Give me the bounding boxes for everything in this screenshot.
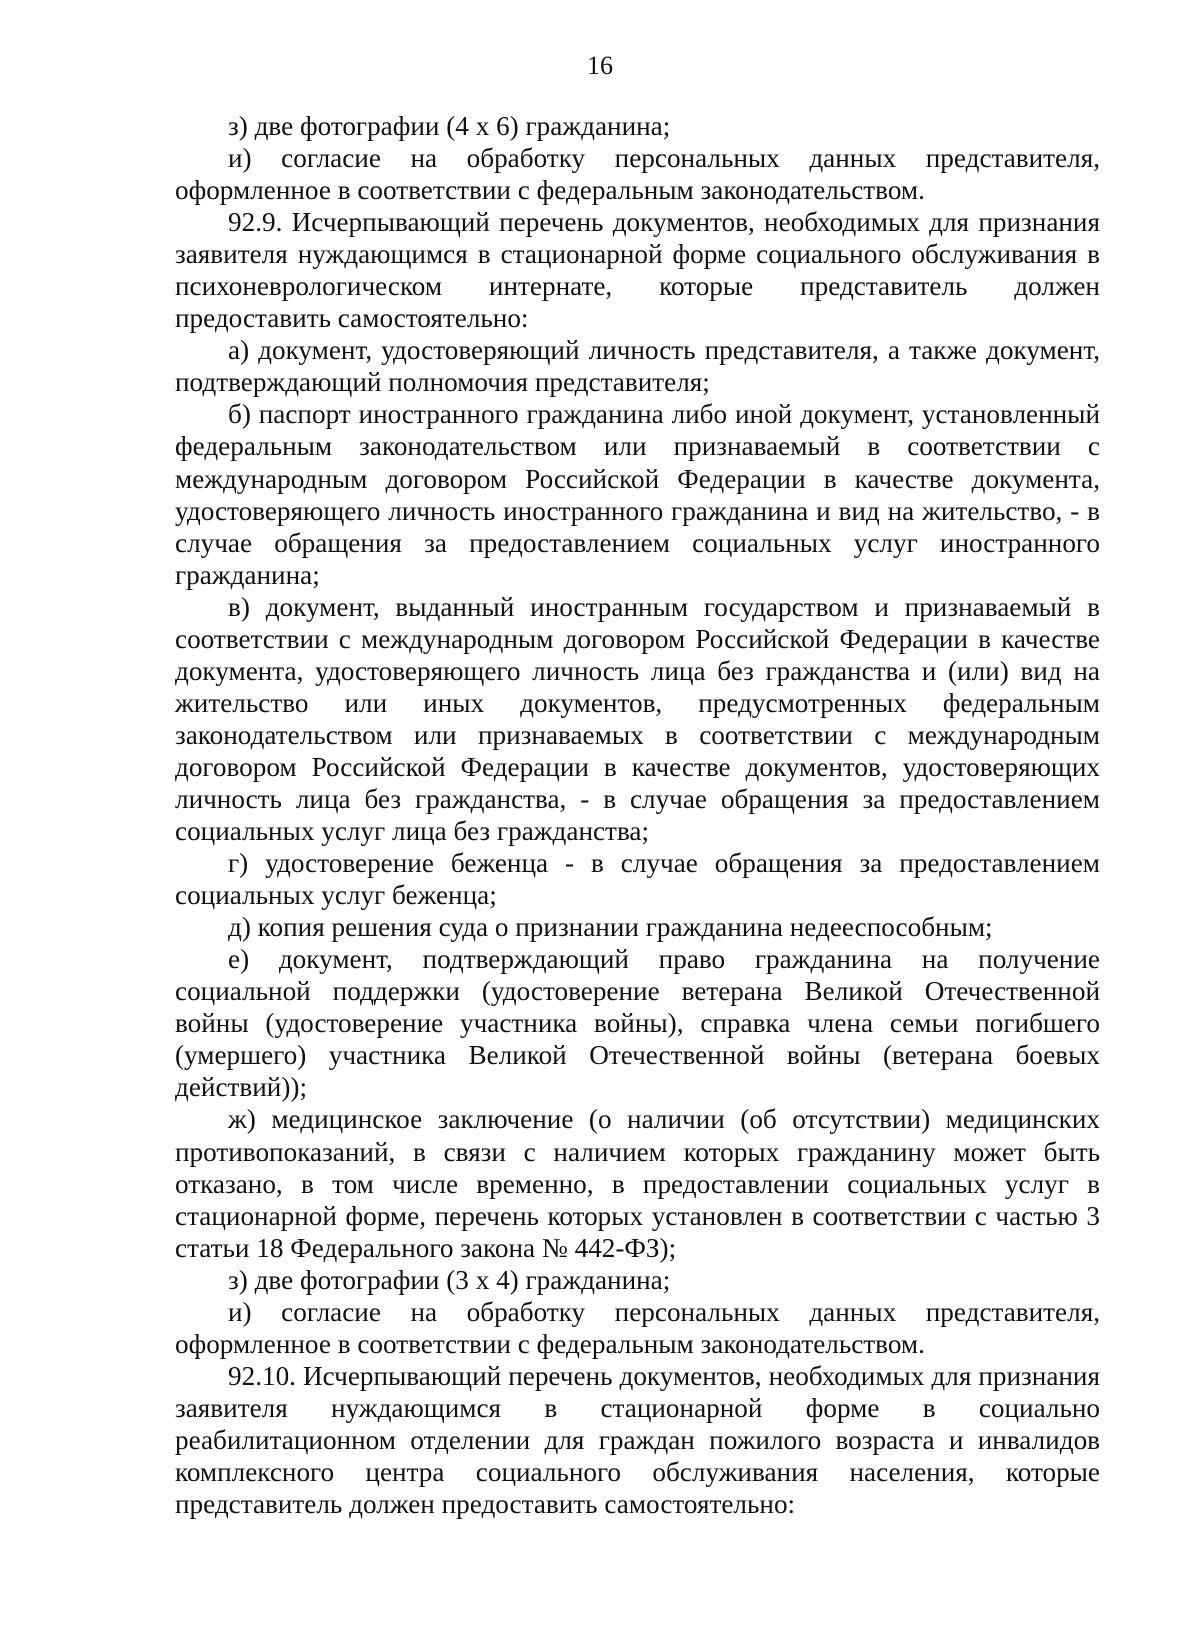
paragraph-z-photos-4x6: з) две фотографии (4 х 6) гражданина; [228, 111, 671, 141]
paragraph-92-9-heading: 92.9. Исчерпывающий перечень документов, необходимых для признания заявителя нуждающимся в стационарной форме социального обслуживания в психоневрологическом интернате, которые представитель должен предоставить самостоятельно: [175, 207, 1100, 334]
page-number: 16 [587, 51, 613, 80]
document-body [175, 110, 1100, 1520]
paragraph-i-consent-2: и) согласие на обработку персональных данных представителя, оформленное в соответствии с федеральным законодательством. [175, 1296, 1100, 1359]
paragraph-v-stateless-document: в) документ, выданный иностранным государством и признаваемый в соответствии с международным договором Российской Федерации в качестве документа, удостоверяющего личность лица без гражданства и (или) вид на жительство или иных документов, предусмотренных федеральным законодательством или признаваемых в соответствии с международным договором Российской Федерации в качестве документов, удостоверяющих личность лица без гражданства, - в случае обращения за предоставлением социальных услуг лица без гражданства; [175, 591, 1100, 847]
paragraph-b-foreign-passport: б) паспорт иностранного гражданина либо иной документ, установленный федеральным законодательством или признаваемый в соответствии с международным договором Российской Федерации в качестве документа, удостоверяющего личность иностранного гражданина и вид на жительство, - в случае обращения за предоставлением социальных услуг иностранного гражданина; [175, 399, 1100, 590]
paragraph-92-10-heading: 92.10. Исчерпывающий перечень документов, необходимых для признания заявителя нуждающимся в стационарной форме в социально реабилитационном отделении для граждан пожилого возраста и инвалидов комплексного центра социального обслуживания населения, которые представитель должен предоставить самостоятельно: [175, 1360, 1100, 1520]
paragraph-d-court-decision: д) копия решения суда о признании гражданина недееспособным; [228, 912, 993, 943]
paragraph-e-social-support-right: е) документ, подтверждающий право гражданина на получение социальной поддержки (удостоверение ветерана Великой Отечественной войны (удостоверение участника войны), справка члена семьи погибшего (умершего) участника Великой Отечественной войны (ветерана боевых действий)); [175, 944, 1100, 1103]
paragraph-a-identity-document: а) документ, удостоверяющий личность представителя, а также документ, подтверждающий полномочия представителя; [175, 335, 1100, 398]
paragraph-z-photos-3x4: з) две фотографии (3 х 4) гражданина; [228, 1264, 671, 1295]
paragraph-zh-medical-conclusion: ж) медицинское заключение (о наличии (об отсутствии) медицинских противопоказаний, в связи с наличием которых гражданину может быть отказано, в том числе временно, в предоставлении социальных услуг в стационарной форме, перечень которых установлен в соответствии с частью 3 статьи 18 Федерального закона № 442-ФЗ); [175, 1104, 1100, 1263]
paragraph-i-consent: и) согласие на обработку персональных данных представителя, оформленное в соответствии с федеральным законодательством. [175, 143, 1100, 206]
paragraph-g-refugee-certificate: г) удостоверение беженца - в случае обращения за предоставлением социальных услуг беженца; [175, 848, 1100, 911]
